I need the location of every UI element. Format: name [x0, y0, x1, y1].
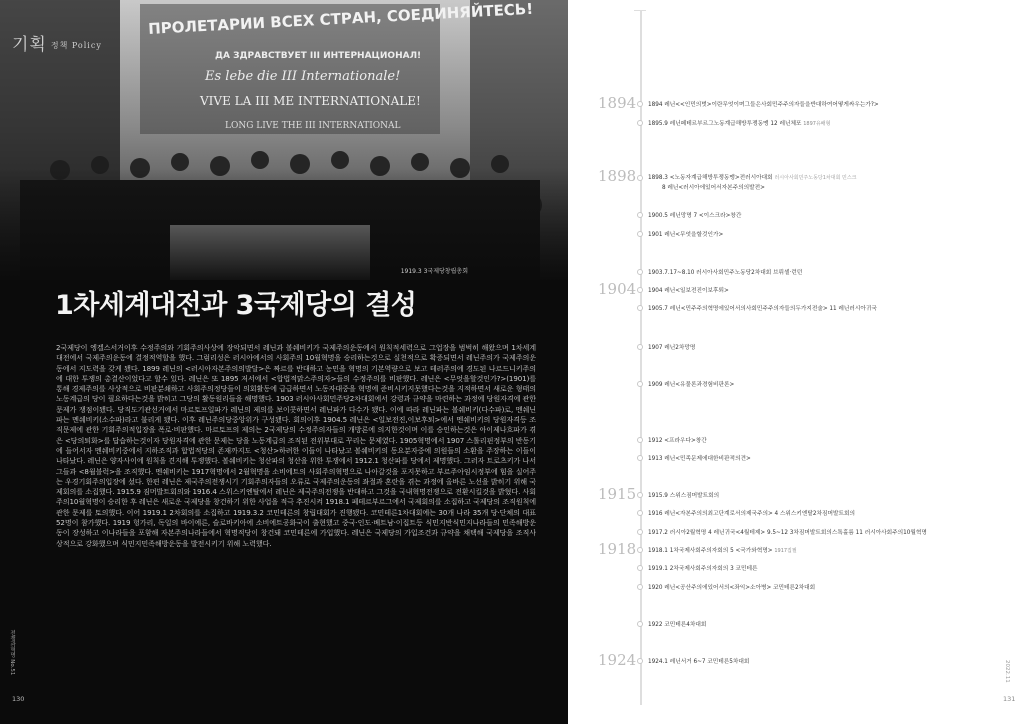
timeline-entry-note: 러시아사회민주노동당1차대회 민스크 — [774, 175, 857, 181]
timeline-dot — [637, 101, 643, 107]
timeline-entry-text: 1912 <프라우다>창간 — [648, 438, 707, 444]
timeline-entry-note: 1917집필 — [774, 548, 797, 554]
section-label-sub: 정책 Policy — [50, 41, 102, 50]
timeline-entry — [648, 619, 706, 628]
timeline-entry-note: 1897유배형 — [803, 121, 831, 127]
timeline-entry — [648, 435, 707, 444]
banner-text-2: ДА ЗДРАВСТВУЕТ III ИНТЕРНАЦИОНАЛ! — [215, 51, 422, 61]
timeline-entry — [662, 182, 765, 191]
timeline-year: 1894 — [598, 94, 637, 112]
timeline-entry — [648, 267, 802, 276]
timeline-dot — [637, 305, 643, 311]
timeline-entry-text: 1920 레닌<공산주의에있어서의<좌익>소아병> 코민테른2차대회 — [648, 585, 816, 591]
right-page — [568, 0, 1024, 724]
banner-text-4: VIVE LA III ME INTERNATIONALE! — [200, 94, 421, 108]
timeline-dot — [637, 621, 643, 627]
timeline-entry — [648, 490, 719, 499]
timeline-dot — [637, 565, 643, 571]
timeline-dot — [637, 658, 643, 664]
timeline-entry-text: 1922 코민테른4차대회 — [648, 622, 707, 628]
timeline-dot — [637, 437, 643, 443]
timeline-year: 1924 — [598, 651, 637, 669]
timeline-dot — [637, 120, 643, 126]
timeline-dot — [637, 510, 643, 516]
timeline-entry-text: 1900.5 레닌망명 7 <이스크라>창간 — [648, 213, 742, 219]
timeline-year: 1898 — [598, 167, 637, 185]
timeline-entry-text: 1895.9 레닌페테르부르그노동계급해방투쟁동맹 12 레닌체포 — [648, 121, 802, 127]
timeline-entry-text: 1903.7.17~8.10 러시아사회민주노동당2차대회 브뤼셀·런던 — [648, 270, 803, 276]
timeline-axis — [640, 10, 642, 705]
timeline-entry — [648, 172, 857, 181]
timeline-entry — [648, 527, 927, 536]
banner-text-5: LONG LIVE THE III INTERNATIONAL — [225, 121, 401, 131]
timeline-entry-text: 1919.1 2차국제사회주의자회의 3 코민테른 — [648, 566, 758, 572]
timeline-entry — [648, 303, 877, 312]
photo-caption: 1919.3 3국제당창립총회 — [400, 268, 468, 275]
section-label-main: 기획 — [12, 35, 47, 55]
page-number-left: 130 — [12, 695, 25, 703]
timeline-dot — [637, 529, 643, 535]
timeline-dot — [637, 584, 643, 590]
timeline-entry — [648, 582, 815, 591]
timeline-year: 1904 — [598, 280, 637, 298]
timeline-entry-text: 1904 레닌<일보전진이보후퇴> — [648, 288, 729, 294]
timeline-dot — [637, 547, 643, 553]
timeline-entry — [648, 118, 830, 127]
timeline-dot — [637, 287, 643, 293]
timeline-entry-text: 1898.3 <노동자계급해방투쟁동맹>전러시아대회 — [648, 175, 773, 181]
timeline-entry — [648, 563, 757, 572]
section-label — [12, 30, 102, 55]
timeline-dot — [637, 212, 643, 218]
timeline-dot — [637, 381, 643, 387]
timeline-entry — [648, 656, 749, 665]
timeline-entry — [648, 453, 751, 462]
timeline-entry — [648, 545, 797, 554]
timeline-year: 1918 — [598, 540, 637, 558]
timeline-entry-text: 1913 레닌<민족문제에대한비판적의견> — [648, 456, 751, 462]
timeline-entry-text: 8 레닌<러시아에있어서자본주의의발전> — [662, 185, 765, 191]
timeline-entry — [648, 99, 879, 108]
timeline-dot — [637, 344, 643, 350]
timeline-entry-text: 1924.1 레닌서거 6~7 코민테른5차대회 — [648, 659, 750, 665]
timeline-entry-text: 1905.7 레닌<민주주의혁명에있어서의사회민주주의자들의두가지전술> 11 레닌러시아귀국 — [648, 306, 877, 312]
timeline-entry — [648, 210, 741, 219]
timeline-dot — [637, 175, 643, 181]
timeline-entry-text: 1915.9 스위스짐머발트회의 — [648, 493, 720, 499]
timeline-entry-text: 1901 레닌<무엇을할것인가> — [648, 232, 724, 238]
article-headline: 1차세계대전과 3국제당의 결성 — [55, 290, 417, 321]
timeline-dot — [637, 492, 643, 498]
timeline-dot — [637, 231, 643, 237]
timeline-entry-text: 1918.1 1차국제사회주의자회의 5 <국가와혁명> — [648, 548, 773, 554]
timeline-entry — [648, 508, 855, 517]
timeline-entry-text: 1907 레닌2차망명 — [648, 345, 696, 351]
timeline-dot — [637, 455, 643, 461]
banner-text-3: Es lebe die III Internationale! — [205, 69, 401, 84]
timeline-entry — [648, 342, 695, 351]
banner-text-1: ПРОЛЕТАРИИ ВСЕХ СТРАН, СОЕДИНЯЙТЕСЬ! — [147, 0, 534, 38]
timeline-year: 1915 — [598, 485, 637, 503]
timeline-entry-text: 1917.2 러시아2월혁명 4 레닌귀국<4월테제> 9.5~12 3차짐머발트회의스톡홀름 11 러시아사회주의10월혁명 — [648, 530, 927, 536]
article-body: 2국제당이 엥겔스서거이후 수정주의와 기회주의사상에 장악되면서 레닌과 볼쉐비키가 국제주의운동에서 원칙적세력으로 그업장을 범벅히 해왔으며 1차세계대전에서 국제주의운동에 결정적역할을 했다. 그럼리성은 러시아에서의 사회주의 10월혁명을 승리하는것으로 실천적으로 확증되면서 레닌주의가 국제주의운동에서 지도력을 갖게 됐다. 1899 레닌의 <러시아자본주의의발달>은 짜르를 반대하고 농민을 혁명의 기본역량으로 보고 테러주의에 경도된 나르드니키주의에 대한 투쟁의 총결산이었다고 할수 있다. 레닌은 또 1895 저서에서 <합법적맑스주의자>들의 수정주의를 비판했다. 레닌은 <무엇을할것인가?>(1901)를 통해 경제주의를 사상적으로 비판분쇄하고 사회주의정당들이 의회활동에 급급하면서 노동자대중을 혁명에 준비시키지못했다는것을 지적하면서 새로운 형태의 노동계급의 당이 필요하다는것을 밝히고 그당의 활동원리들을 해명했다. 1903 러시아사회민주당2차대회에서 강령과 규약을 마련하는 과정에 당원자격에 관한 문제가 쟁점이됐다. 당직도기관선거에서 마르토프일파가 레닌의 제의를 보이콧하면서 레닌파가 다수가 됐다. 이에 따라 레닌파는 볼쉐비키(다수파)로, 멘쉐닌파는 멘쉐비키(소수파)라고 불리게 됐다. 이후 레닌주의당중앙위가 구성됐다. 회의이후 1904.5 레닌은 <일보전진,이보후퇴>에서 멘쉐비키의 당원자격등 조직문제에 관한 기회주의적입장을 폭로·비판했다. 마르토프의 제의는 2국제당의 수정주의자들의 개방론에 의지한것이며 이를 승인하는것은 아이제나흐파가 겪은 <당의퇴화>를 답습하는것이자 당원자격에 관한 문제는 당을 노동계급의 조직된 전위부대로 꾸리는 문제였다. 1905혁명에서 1907 스톨리핀정부의 반동기에 들어서자 멘쉐비키중에서 지하조직과 합법적당의 존재까지도 <청산>하려한 이들이 나타났고 볼쉐비키의 동요분자중에 의원들의 소환을 주장하는 이들이 나타났다. 레닌은 양자사이에 원칙을 견지해 투쟁했다. 볼쉐비키는 청산파의 청산을 위한 투쟁에서 1912.1 청산파를 당에서 제명했다. 그러자 트로츠키가 나서 그들과 <8월블럭>을 조직했다. 멘쉐비키는 1917혁명에서 2월혁명을 소비에트의 사회주의혁명으로 나아갈것을 포지못하고 부르주아임시정부에 힘을 실어주는 우경기회주의입장에 섰다. 한편 레닌은 제국주의전쟁시기 기회주의자들의 오류로 국제주의운동의 좌절과 혼란을 겪는 과정에 올바른 노선을 밝히기 위해 국제회의를 소집했다. 1915.9 짐머발트회의와 1916.4 스위스키엔탈에서 레닌은 제국주의전쟁을 반대하고 그것을 국내혁명전쟁으로 전환시킬것을 밝혔다. 사회주의10월혁명이 승리한 후 레닌은 새로운 국제당을 창건하기 위한 사업을 적극 추진시켜 1918.1 페테르부르그에서 국제회의를 소집하고 국제당의 조직원칙에 관한 문제를 토의했다. 이어 1919.1 2차회의를 소집하고 1919.3.2 코민테른의 창립대회가 진행됐다. 코민테른1차대회에는 30개 나라 35개 당·단체의 대표52명이 참가했다. 1919 헝가리, 독일의 바이에른, 슬로바키아에 소비에트공화국이 출현했고 중국·인도·베트남·이집트등 식민지반식민지나라들의 민족해방운동이 장성하고 이나라들을 포함해 자본주의나라들에서 혁명적당이 창건돼 코민테른에 가입했다. 레닌은 국제당의 가입조건과 규약을 채택해 국제당을 조직사상적으로 강화했으며 식민지민족해방운동을 발전시키기 위해 노력했다. — [56, 343, 536, 548]
timeline-entry-text: 1894 레닌<<인민의벗>이란무엇이며그들은사회민주주의자들을반대하여어떻게싸우는가?> — [648, 102, 879, 108]
page-number-right: 131 — [1003, 695, 1016, 703]
timeline-dot — [637, 269, 643, 275]
timeline-entry — [648, 229, 723, 238]
timeline-entry — [648, 379, 734, 388]
timeline-entry — [648, 285, 729, 294]
timeline-entry-text: 1909 레닌<유물론과경험비판론> — [648, 382, 735, 388]
issue-date-side-label: 2022.11 — [1004, 660, 1010, 683]
timeline-entry-text: 1916 레닌<자본주의의최고단계로서의제국주의> 4 스위스키엔탈2차짐머발트회의 — [648, 511, 855, 517]
magazine-side-label: 전쟁과혁명 No.51 — [9, 630, 15, 676]
